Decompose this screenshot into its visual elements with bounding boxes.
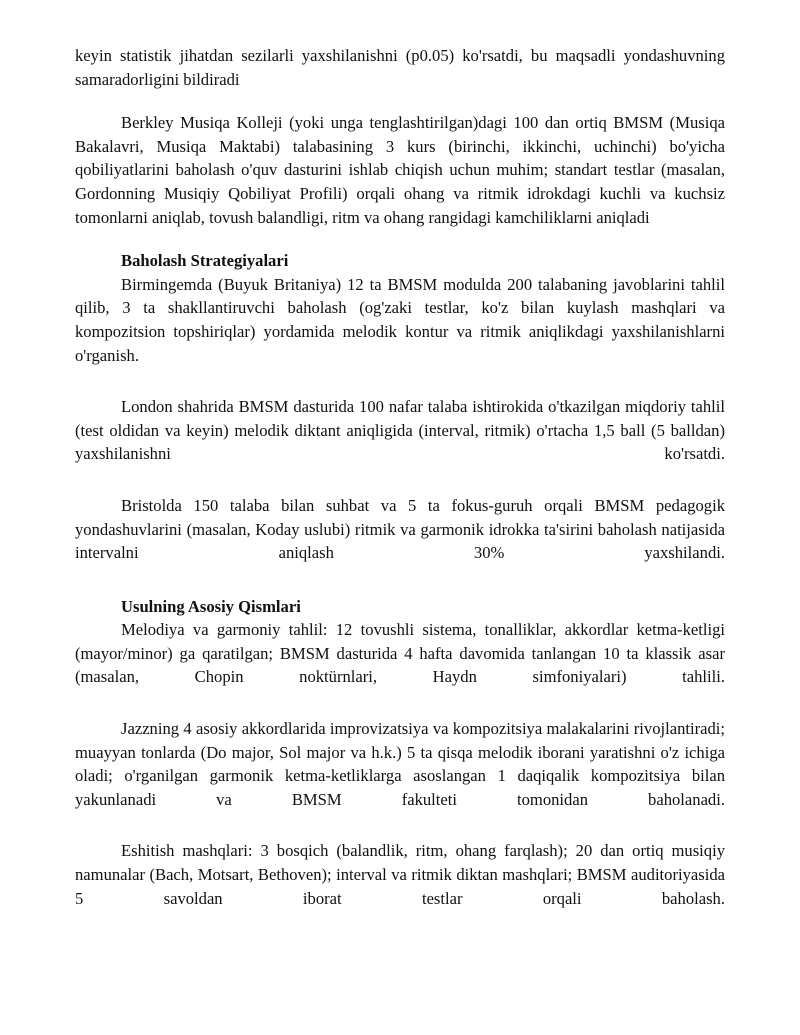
paragraph-jazz: Jazzning 4 asosiy akkordlarida improvizatsiya va kompozitsiya malakalarini rivojlantiradi; muayyan tonlarda (Do major, Sol major va h.k.) 5 ta qisqa melodik iborani yaratishni o'z ichiga oladi; o'rganilgan garmonik ketma-ketliklarga asoslangan 1 daqiqalik kompozitsiya bilan yakunlanadi va BMSM fakulteti tomonidan baholanadi. <box>75 719 725 809</box>
paragraph-birmingham: Birmingemda (Buyuk Britaniya) 12 ta BMSM modulda 200 talabaning javoblarini tahlil qilib, 3 ta shakllantiruvchi baholash (og'zaki testlar, ko'z bilan kuylash mashqlari va kompozitsion topshiriqlar) yordamida melodik kontur va ritmik aniqlikdagi yaxshilanishlarni o'rganish. <box>75 274 725 365</box>
paragraph-london: London shahrida BMSM dasturida 100 nafar talaba ishtirokida o'tkazilgan miqdoriy tahlil (test oldidan va keyin) melodik diktant aniqligida (interval, ritmik) o'rtacha 1,5 ball (5 balldan) yaxshilanishni ko'rsatdi. <box>75 397 725 464</box>
paragraph-melody-harmony: Melodiya va garmoniy tahlil: 12 tovushli sistema, tonalliklar, akkordlar ketma-ketligi (mayor/minor) ga qaratilgan; BMSM dasturida 4 hafta davomida tanlangan 10 ta klassik asar (masalan, Chopin noktürnlari, Haydn simfoniyalari) tahlili. <box>75 620 725 687</box>
section-heading-assessment-strategies: Baholash Strategiyalari <box>121 251 289 271</box>
paragraph-bristol: Bristolda 150 talaba bilan suhbat va 5 ta fokus-guruh orqali BMSM pedagogik yondashuvlarini (masalan, Koday uslubi) ritmik va garmonik idrokka ta'sirini baholash natijasida intervalni aniqlash 30% yaxshilandi. <box>75 495 725 563</box>
section-heading-method-parts: Usulning Asosiy Qismlari <box>121 596 301 616</box>
paragraph-ear-training: Eshitish mashqlari: 3 bosqich (balandlik, ritm, ohang farqlash); 20 dan ortiq musiqiy namunalar (Bach, Motsart, Bethoven); interval va ritmik diktan mashqlari; BMSM auditoriyasida 5 savoldan iborat testlar orqali baholash. <box>75 841 725 908</box>
paragraph-continuation: keyin statistik jihatdan sezilarli yaxshilanishni (p0.05) ko'rsatdi, bu maqsadli yondashuvning samaradorligini bildiradi <box>75 46 725 89</box>
paragraph-berkley: Berkley Musiqa Kolleji (yoki unga tenglashtirilgan)dagi 100 dan ortiq BMSM (Musiqa Bakalavri, Musiqa Maktabi) talabasining 3 kurs (birinchi, ikkinchi, uchinchi) bo'yicha qobiliyatlarini baholash o'quv dasturini ishlab chiqish uchun muhim; standart testlar (masalan, Gordonning Musiqiy Qobiliyat Profili) orqali ohang va ritmik idrokdagi kuchli va kuchsiz tomonlarni aniqlab, tovush balandligi, ritm va ohang rangidagi kamchiliklarni aniqladi <box>75 113 725 227</box>
